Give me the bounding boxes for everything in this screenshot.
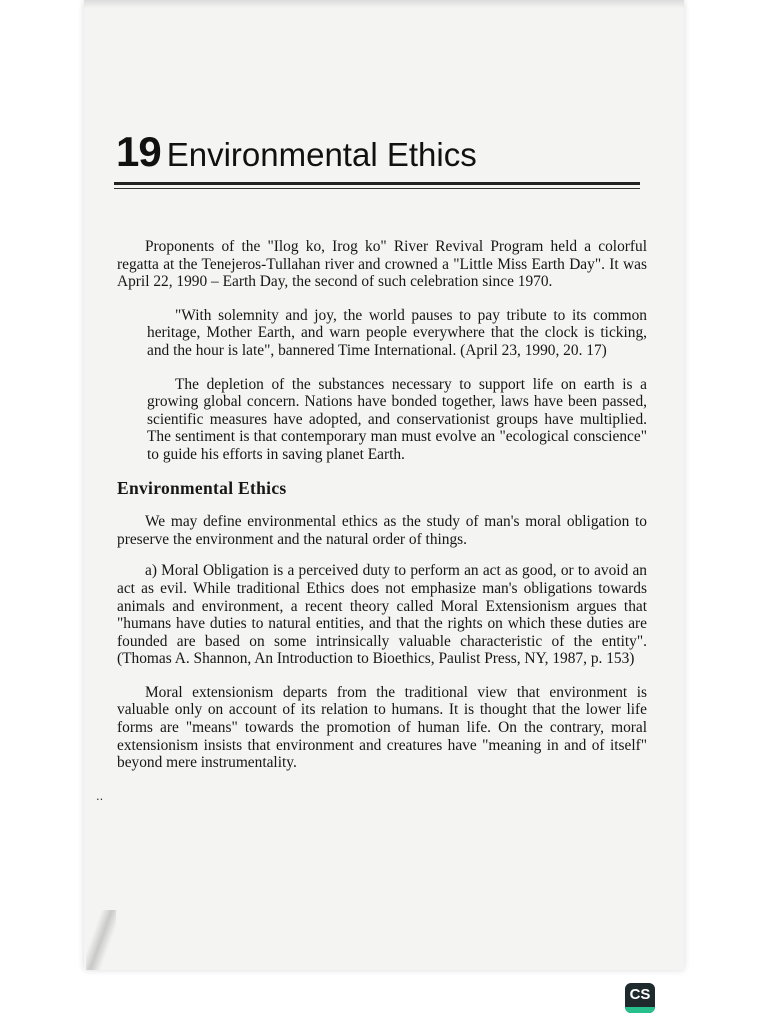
moral-extensionism-paragraph: Moral extensionism departs from the traditional view that environment is valuable only on account of its relation to humans. It is thought that the lower life forms are "means" towards the promotion of human life. On the contrary, moral extensionism insists that environment and creatures have "meaning in and of itself" beyond mere instrumentality. <box>117 683 647 772</box>
moral-obligation-paragraph: a) Moral Obligation is a perceived duty to perform an act as good, or to avoid an act as evil. While traditional Ethics does not emphasize man's obligations towards animals and environment, a recent theory called Moral Extensionism argues that "humans have duties to natural entities, and that the rights on which these duties are founded are based on some intrinsically valuable characteristic of the entity". (Thomas A. Shannon, An Introduction to Bioethics, Paulist Press, NY, 1987, p. 153) <box>117 562 647 668</box>
quote-paragraph: "With solemnity and joy, the world pauses to pay tribute to its common heritage, Mother Earth, and warn people everywhere that the clock is ticking, and the hour is late", bannered Time International. (April 23, 1990, 20. 17) <box>147 306 647 359</box>
camscanner-badge <box>625 983 655 1013</box>
chapter-heading <box>116 128 656 178</box>
chapter-number: 19 <box>116 128 161 175</box>
margin-marks: .. <box>96 788 104 803</box>
section-heading: Environmental Ethics <box>117 477 287 498</box>
camscanner-logo-text: CS <box>629 986 651 1003</box>
page-top-shadow <box>84 0 684 8</box>
heading-rule-thick <box>114 182 640 185</box>
heading-rule-thin <box>114 188 640 189</box>
scan-smudge <box>86 910 116 970</box>
page-body <box>117 238 647 772</box>
camscanner-badge-accent <box>625 1007 655 1013</box>
chapter-title: Environmental Ethics <box>166 136 477 173</box>
intro-paragraph: Proponents of the "Ilog ko, Irog ko" River Revival Program held a colorful regatta at the Tenejeros-Tullahan river and crowned a "Little Miss Earth Day". It was April 22, 1990 – Earth Day, the second of such celebration since 1970. <box>117 238 647 291</box>
scanned-page <box>84 0 684 970</box>
depletion-paragraph: The depletion of the substances necessary to support life on earth is a growing global concern. Nations have bonded together, laws have been passed, scientific measures have adopted, and conservationist groups have multiplied. The sentiment is that contemporary man must evolve an "ecological conscience" to guide his efforts in saving planet Earth. <box>147 375 647 463</box>
definition-paragraph: We may define environmental ethics as the study of man's moral obligation to preserve the environment and the natural order of things. <box>117 513 647 548</box>
